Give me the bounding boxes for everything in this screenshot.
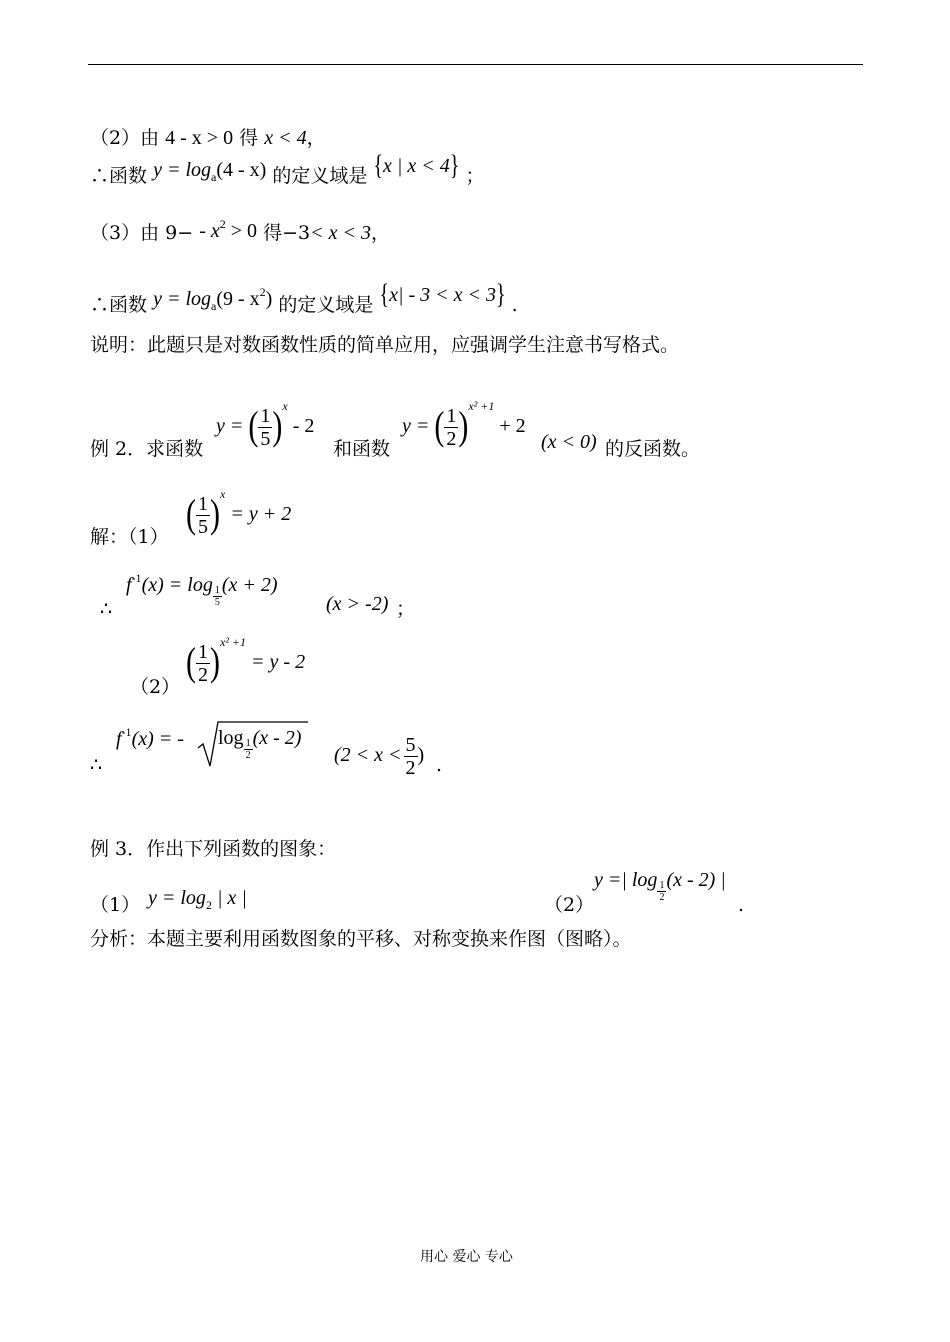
log-expression: (x) = - — [131, 728, 184, 750]
minus-x: - x — [199, 220, 220, 242]
ex3-part-1-label: （1） — [90, 894, 141, 916]
inverse-sup: -1 — [121, 725, 132, 739]
log-expression: y =| log — [594, 869, 658, 891]
comma: ， — [370, 222, 390, 244]
inverse-text: 的反函数。 — [605, 438, 701, 460]
solution-label: 解：（1） — [90, 526, 169, 548]
example-3-label: 例 3．作出下列函数的图象： — [90, 838, 337, 860]
header-rule — [88, 64, 863, 65]
log-expression: (x) = log — [141, 574, 213, 596]
exponent: x² +1 — [468, 399, 495, 413]
inverse-function-1 — [126, 572, 278, 608]
equals-y-plus-2: = y + 2 — [230, 503, 292, 525]
domain-line-2: ∴函数 $y = \log_a(9 - x^2)$ 的定义域是 {x| - 3 < x < 3} . — [90, 279, 518, 316]
numerator: 1 — [198, 640, 208, 663]
exponent: 2 — [219, 217, 226, 231]
solution-1-equation: ( $\frac{1}{5}$ )$^x$ = y + 2 — [186, 487, 292, 538]
numerator: 1 — [198, 492, 208, 515]
log-argument: (x + 2) — [221, 574, 278, 596]
therefore-symbol: ∴ — [90, 165, 110, 187]
function-1: y = ( $\frac{1}{5}$ )$^x$ - 2 — [216, 399, 315, 450]
denominator: 5 — [260, 427, 271, 450]
note-text: 说明：此题只是对数函数性质的简单应用，应强调学生注意书写格式。 — [90, 334, 680, 356]
therefore-symbol: ∴ — [100, 598, 113, 620]
base-numerator: 1 — [245, 738, 251, 749]
abs-x: | x | — [216, 887, 247, 909]
denominator: 2 — [446, 427, 457, 450]
close-paren: ) — [265, 288, 273, 310]
base-denominator: 2 — [245, 750, 251, 761]
inverse-sup: -1 — [131, 571, 142, 585]
condition-2 — [334, 734, 424, 779]
plus-2: + 2 — [499, 415, 526, 437]
part-2-label — [90, 128, 326, 148]
log-text: log — [218, 727, 244, 749]
log-argument: (9 - x — [216, 288, 260, 310]
log-base: 2 — [205, 898, 212, 912]
log-base: a — [211, 299, 217, 313]
equals-y-minus-2: = y - 2 — [251, 651, 306, 673]
exponent: 2 — [259, 285, 266, 299]
condition-open: (2 < x < — [334, 744, 402, 767]
domain-line-1: ∴函数 $y = \log_a(4 - x)$ 的定义域是 {x | x < 4} ； — [90, 150, 485, 187]
numerator: 1 — [446, 404, 457, 427]
exponent: x — [282, 399, 288, 413]
solution-2-label: （2） — [130, 676, 181, 698]
semicolon: ； — [396, 598, 416, 620]
condition: (x < 0) — [541, 431, 597, 453]
and-text: 和函数 — [333, 438, 391, 460]
log-argument: (x - 2) | — [666, 869, 726, 891]
y-equals: y = — [402, 415, 430, 437]
log-expression: y = log — [148, 887, 206, 909]
base-denominator: 2 — [659, 892, 665, 903]
exponent: x — [220, 487, 226, 501]
function-2: y = ( $\frac{1}{2}$ )$^{x^2 +1}$ + 2 — [402, 399, 526, 450]
comma: ， — [306, 127, 326, 149]
exponent: x² +1 — [220, 635, 247, 649]
close-paren: ) — [417, 744, 425, 767]
part-3-text: （3）由 9− — [90, 222, 194, 244]
numerator: 1 — [260, 404, 271, 427]
period: . — [436, 754, 443, 776]
inequality: 4 - x > 0 — [165, 127, 234, 149]
ex3-part-2-label: （2） — [544, 894, 595, 916]
period: . — [511, 294, 518, 316]
ex3-function-1 — [148, 888, 247, 911]
therefore-symbol: ∴ — [90, 754, 103, 776]
function-text: 函数 — [109, 294, 148, 316]
period: . — [738, 894, 745, 916]
base-denominator: 5 — [214, 597, 220, 608]
domain-text: 的定义域是 — [278, 294, 374, 316]
result: < x < 3 — [310, 222, 371, 244]
get-text: 得−3 — [263, 222, 311, 244]
base-numerator: 1 — [659, 880, 665, 891]
function-text: 函数 — [109, 165, 148, 187]
log-expression: y = log — [153, 159, 212, 181]
semicolon: ； — [465, 165, 485, 187]
page-footer: 用心 爱心 专心 — [420, 1249, 513, 1265]
log-expression: y = log — [153, 288, 212, 310]
y-equals: y = — [216, 415, 244, 437]
get-text: 得 — [239, 127, 259, 149]
domain-set: x| - 3 < x < 3 — [389, 284, 496, 306]
part-3-label — [90, 217, 390, 244]
log-argument: (x - 2) — [252, 727, 302, 749]
solution-2-equation: ( $\frac{1}{2}$ )$^{x^2 +1}$ = y - 2 — [186, 635, 306, 686]
f: f — [126, 574, 132, 596]
inverse-function-2 — [116, 726, 184, 749]
fraction-numerator: 5 — [405, 734, 416, 756]
denominator: 5 — [198, 515, 208, 538]
minus-2: - 2 — [292, 415, 315, 437]
log-base: a — [211, 170, 217, 184]
f: f — [116, 728, 122, 750]
result: x < 4 — [264, 127, 307, 149]
condition: (x > -2) — [326, 593, 389, 615]
domain-text: 的定义域是 — [272, 165, 368, 187]
fraction-denominator: 2 — [405, 757, 416, 779]
part-2-text: （2）由 — [90, 127, 160, 149]
base-numerator: 1 — [214, 585, 220, 596]
domain-set: x | x < 4 — [383, 155, 450, 177]
inequality: > 0 — [225, 220, 258, 242]
ex3-function-2 — [594, 870, 726, 903]
example-2-label: 例 2．求函数 — [90, 438, 204, 460]
radicand — [218, 728, 301, 761]
denominator: 2 — [198, 663, 208, 686]
analysis-text: 分析：本题主要利用函数图象的平移、对称变换来作图（图略）。 — [90, 928, 632, 950]
therefore-symbol: ∴ — [90, 294, 110, 316]
log-argument: (4 - x) — [216, 159, 267, 181]
